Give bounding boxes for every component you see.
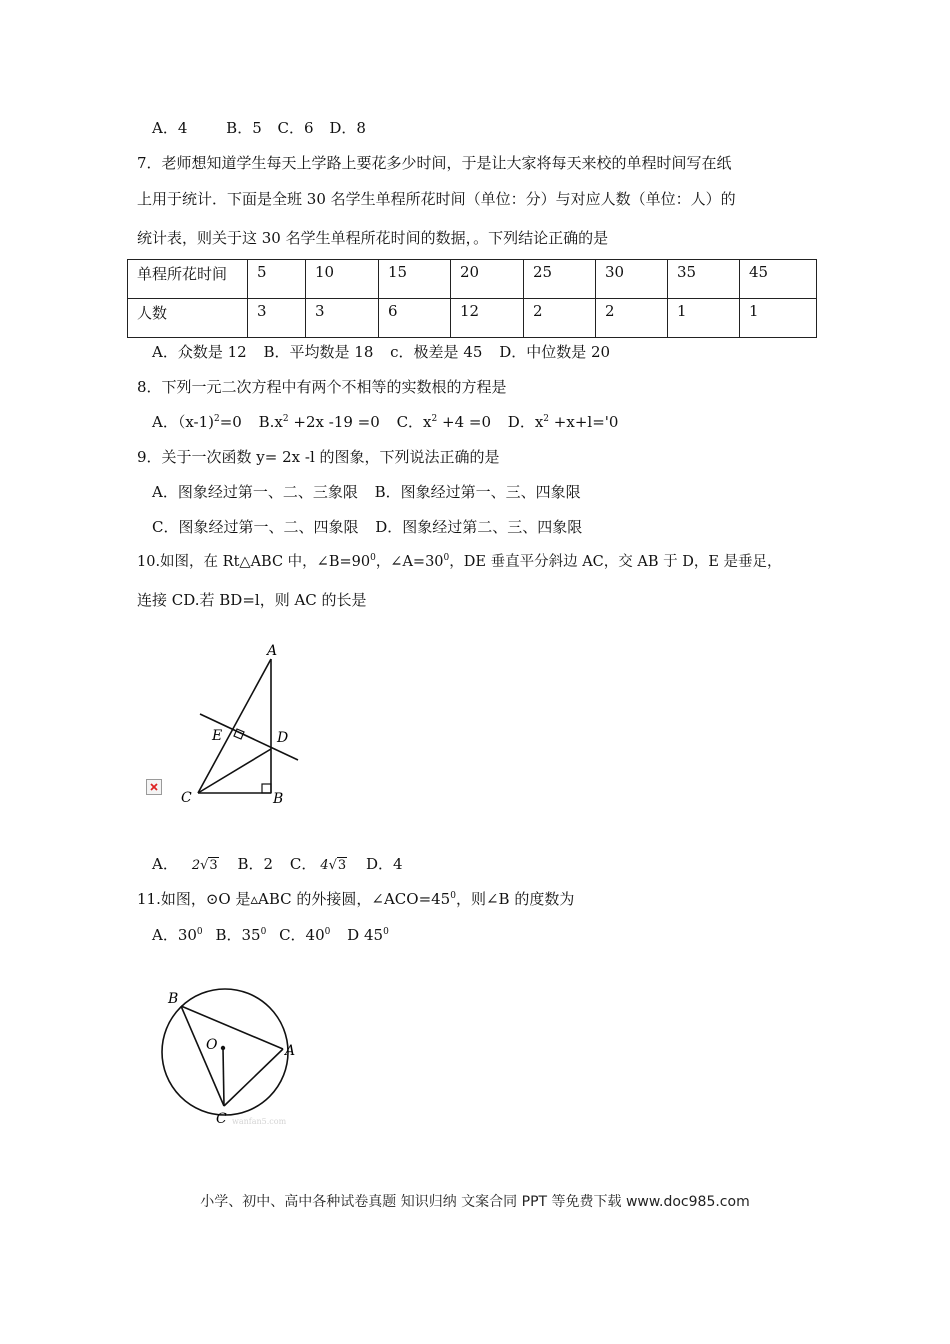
watermark: wanfan5.com [232, 1117, 287, 1126]
q11-stem [137, 889, 574, 909]
right-angle-mark-b [262, 784, 271, 793]
figure-label: D [277, 730, 289, 746]
q9-option-b: B．图象经过第一、三、四象限 [374, 483, 581, 501]
page-footer: 小学、初中、高中各种试卷真题 知识归纳 文案合同 PPT 等免费下载 www.doc985.com [200, 1194, 750, 1210]
q11-stem-part1: 11.如图，⊙O 是▵ABC 的外接圆，∠ACO=45 [137, 890, 451, 908]
q10-option-a-coef: 2 [191, 858, 201, 873]
q9-option-c: C．图象经过第一、二、四象限 [152, 518, 359, 536]
broken-image-icon [146, 779, 162, 795]
sqrt-sign-icon: √ [200, 858, 209, 873]
table-row-header: 人数 [128, 299, 248, 338]
exponent: 2 [543, 414, 550, 424]
q8-option-a-suffix: =0 [219, 413, 242, 431]
table-cell: 30 [596, 260, 668, 299]
q7-option-a: A．众数是 12 [152, 343, 247, 361]
figure-label: E [212, 728, 223, 744]
table-cell: 20 [451, 260, 524, 299]
table-cell: 10 [306, 260, 379, 299]
q10-option-b: B．2 [237, 855, 274, 873]
q8-options [152, 412, 618, 432]
q11-option-a-text: A．30 [152, 926, 197, 944]
q11-option-a [152, 925, 203, 945]
degree-mark: 0 [370, 553, 376, 563]
q6-option-d: D．8 [329, 119, 366, 137]
figure-label: A [285, 1043, 296, 1059]
q7-option-b: B．平均数是 18 [263, 343, 374, 361]
q6-option-a: A．4 [152, 119, 188, 137]
degree-mark: 0 [450, 891, 456, 901]
q11-options [152, 925, 389, 945]
q10-stem-part3: ，DE 垂直平分斜边 AC，交 AB 于 D，E 是垂足， [449, 554, 782, 570]
table-cell: 15 [379, 260, 451, 299]
degree-mark: 0 [196, 927, 203, 937]
q8-option-d-suffix: +x+l='0 [549, 413, 619, 431]
q7-stem-line1: 7．老师想知道学生每天上学路上要花多少时间，于是让大家将每天来校的单程时间写在纸 [137, 154, 732, 172]
q7-options [152, 342, 610, 362]
q11-option-c-text: C．40 [279, 926, 325, 944]
table-cell: 12 [451, 299, 524, 338]
exponent: 2 [214, 414, 220, 424]
q10-option-a-label: A． [152, 855, 178, 873]
degree-mark: 0 [443, 553, 450, 563]
segment-oc [223, 1048, 224, 1106]
q8-option-c-prefix: C．x [396, 413, 432, 431]
segment-ac [224, 1049, 283, 1106]
table-row [128, 260, 817, 299]
q8-option-a-prefix: A．（x-1) [152, 413, 214, 431]
q8-stem: 8．下列一元二次方程中有两个不相等的实数根的方程是 [137, 378, 507, 396]
q9-option-d: D．图象经过第二、三、四象限 [375, 518, 583, 536]
table-cell: 2 [524, 299, 596, 338]
figure-label: O [206, 1037, 218, 1053]
q8-option-c [397, 412, 491, 432]
degree-mark: 0 [383, 927, 389, 937]
q6-options [152, 118, 366, 138]
q10-option-c-coef: 4 [320, 858, 329, 873]
table-cell: 2 [596, 299, 668, 338]
q10-option-a-radicand: 3 [209, 858, 218, 873]
table-cell: 6 [379, 299, 451, 338]
figure-label: B [168, 991, 179, 1007]
q8-option-d [508, 412, 619, 432]
q10-stem-part2: ，∠A=30 [375, 554, 444, 570]
figure-label: C [181, 790, 192, 806]
q10-option-c-label: C． [289, 855, 317, 873]
table-cell: 25 [524, 260, 596, 299]
q8-option-c-suffix: +4 =0 [437, 413, 492, 431]
segment-cd [198, 749, 271, 793]
q9-option-a: A．图象经过第一、二、三象限 [152, 483, 358, 501]
q6-option-b: B．5 [226, 119, 262, 137]
q11-circle-figure [150, 985, 340, 1135]
q11-option-c [279, 925, 330, 945]
q10-stem-line2: 连接 CD.若 BD=l，则 AC 的长是 [137, 591, 367, 609]
q11-option-b [215, 925, 266, 945]
q10-options [152, 854, 403, 876]
q11-option-d-text: D 45 [347, 926, 384, 944]
q7-option-d: D．中位数是 20 [499, 343, 611, 361]
table-cell: 3 [306, 299, 379, 338]
table-cell: 1 [668, 299, 740, 338]
q11-stem-part2: ，则∠B 的度数为 [455, 890, 575, 908]
sqrt-sign-icon: √ [328, 858, 337, 873]
q8-option-d-prefix: D．x [507, 413, 544, 431]
exponent: 2 [431, 414, 438, 424]
q10-option-d: D．4 [365, 855, 403, 873]
q8-option-a [152, 412, 242, 432]
degree-mark: 0 [324, 927, 331, 937]
center-point [221, 1046, 225, 1050]
exponent: 2 [282, 414, 289, 424]
figure-label: C [216, 1111, 227, 1127]
q10-option-c [290, 854, 347, 876]
q7-stats-table [127, 259, 817, 338]
q6-option-c: C．6 [277, 119, 314, 137]
q10-stem-line1 [137, 552, 782, 572]
table-cell: 35 [668, 260, 740, 299]
table-row [128, 299, 817, 338]
table-cell: 45 [740, 260, 817, 299]
q10-triangle-figure [140, 640, 320, 815]
q8-option-b-prefix: B.x [258, 413, 283, 431]
q8-option-b-suffix: +2x -19 =0 [288, 413, 380, 431]
q7-stem-line3: 统计表，则关于这 30 名学生单程所花时间的数据，。下列结论正确的是 [137, 229, 609, 247]
q7-option-c: c．极差是 45 [390, 343, 483, 361]
table-row-header: 单程所花时间 [128, 260, 248, 299]
table-cell: 1 [740, 299, 817, 338]
q9-options-row1 [152, 482, 581, 502]
table-cell: 5 [248, 260, 306, 299]
q10-option-a [152, 854, 219, 876]
figure-label: A [267, 643, 278, 659]
figure-label: B [273, 791, 284, 807]
q10-option-c-radicand: 3 [337, 858, 347, 873]
q10-stem-part1: 10.如图，在 Rt△ABC 中，∠B=90 [137, 554, 371, 570]
q11-option-b-text: B．35 [215, 926, 261, 944]
segment-ca [198, 659, 271, 793]
table-cell: 3 [248, 299, 306, 338]
q9-stem: 9．关于一次函数 y= 2x -l 的图象，下列说法正确的是 [137, 448, 500, 466]
q7-stem-line2: 上用于统计．下面是全班 30 名学生单程所花时间（单位：分）与对应人数（单位：人）的 [137, 190, 736, 208]
q11-option-d [347, 925, 389, 945]
degree-mark: 0 [260, 927, 267, 937]
circumcircle [162, 989, 288, 1115]
q8-option-b [259, 412, 380, 432]
q9-options-row2 [152, 517, 582, 537]
